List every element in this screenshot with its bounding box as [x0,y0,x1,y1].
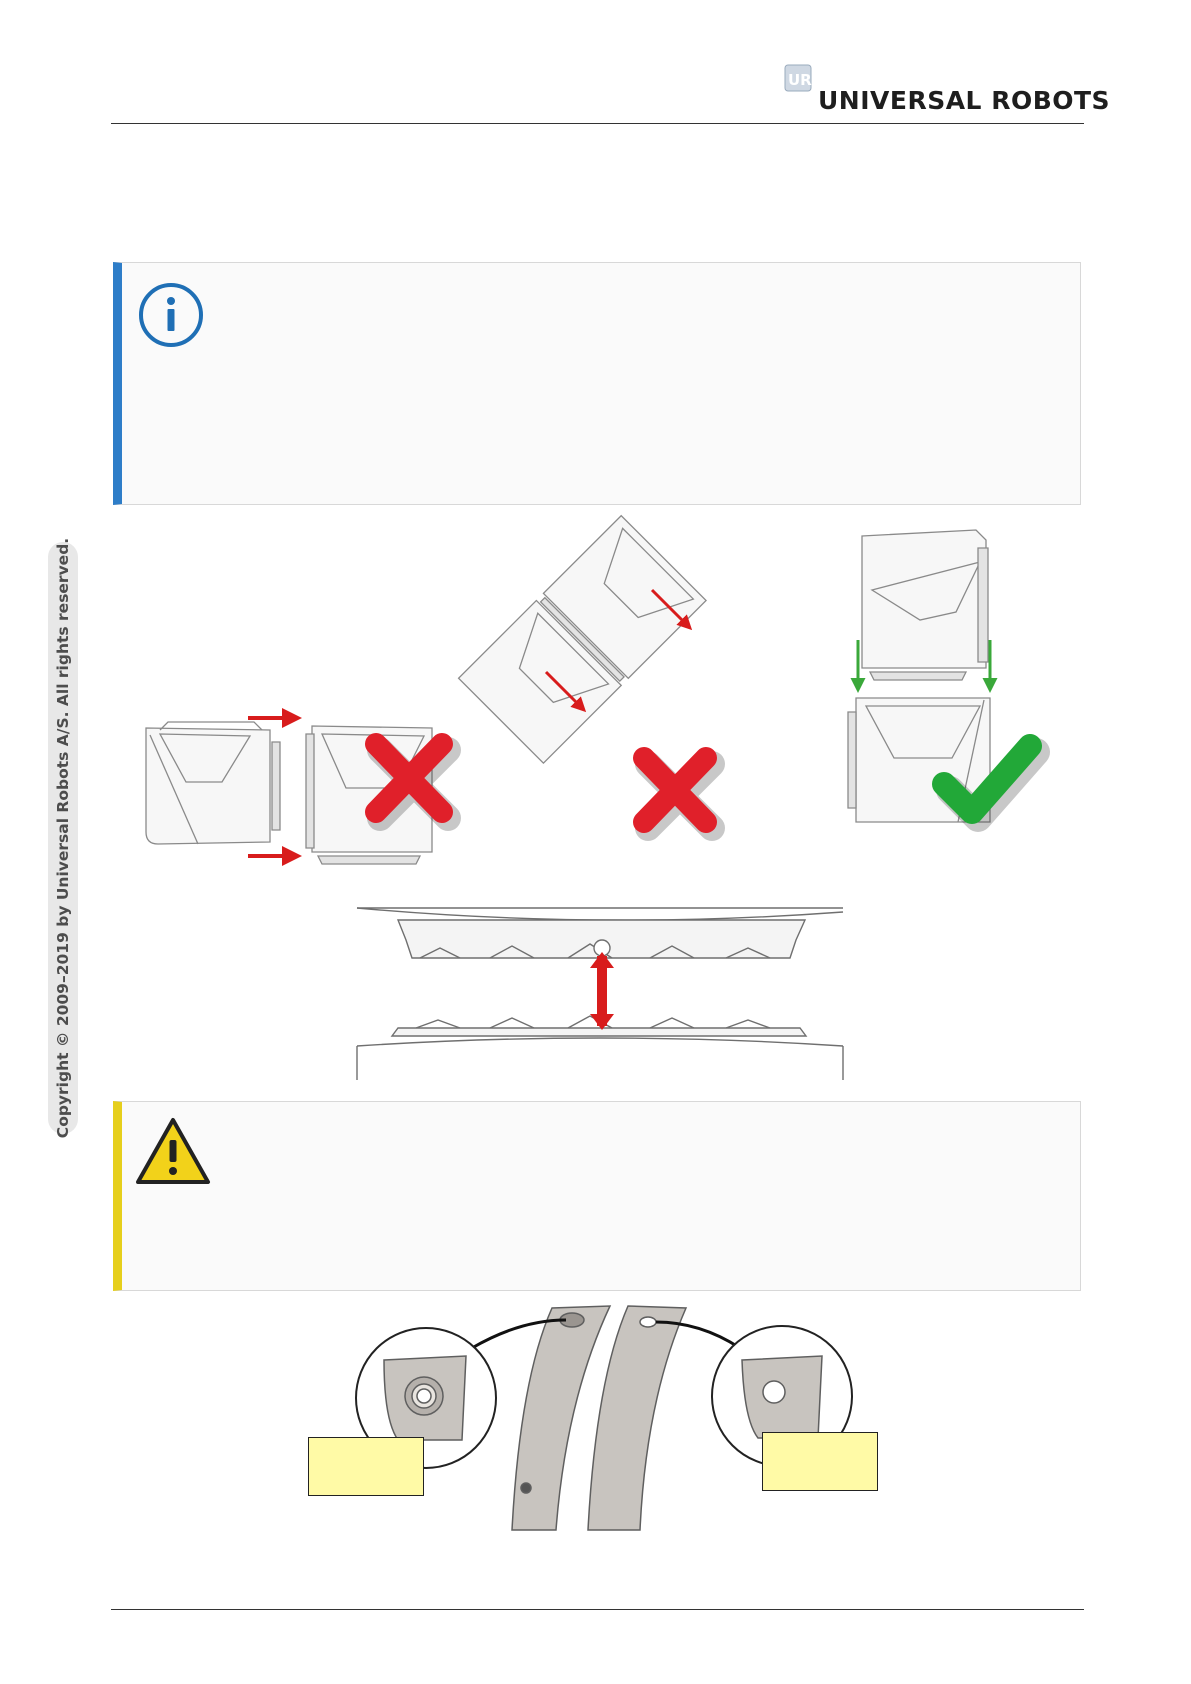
check-icon [944,746,1036,818]
logo-mark-text: UR [788,71,812,89]
callout-left [308,1437,424,1496]
info-icon [137,281,205,349]
footer-rule [111,1609,1084,1610]
cross-icon [376,744,448,818]
copyright-sidebar [48,537,78,1139]
header-rule [111,123,1084,124]
pin-hole-detail [356,1306,852,1530]
mounting-correct-vertical [848,530,990,822]
note-box [113,262,1081,505]
mounting-wrong-horizontal [146,722,432,864]
copyright-text: Copyright © 2009–2019 by Universal Robots A/S. All rights reserved. [54,537,72,1139]
warning-box [113,1101,1081,1291]
cross-icon [644,758,712,828]
copyright-pill [48,537,78,1139]
ur-logo-icon [784,64,814,92]
flange-alignment [357,908,843,1080]
callout-right [762,1432,878,1491]
warning-icon [134,1116,212,1188]
brand-name: UNIVERSAL ROBOTS [818,86,1111,115]
mounting-wrong-diagonal [459,516,706,763]
alignment-arrow [590,952,614,1030]
